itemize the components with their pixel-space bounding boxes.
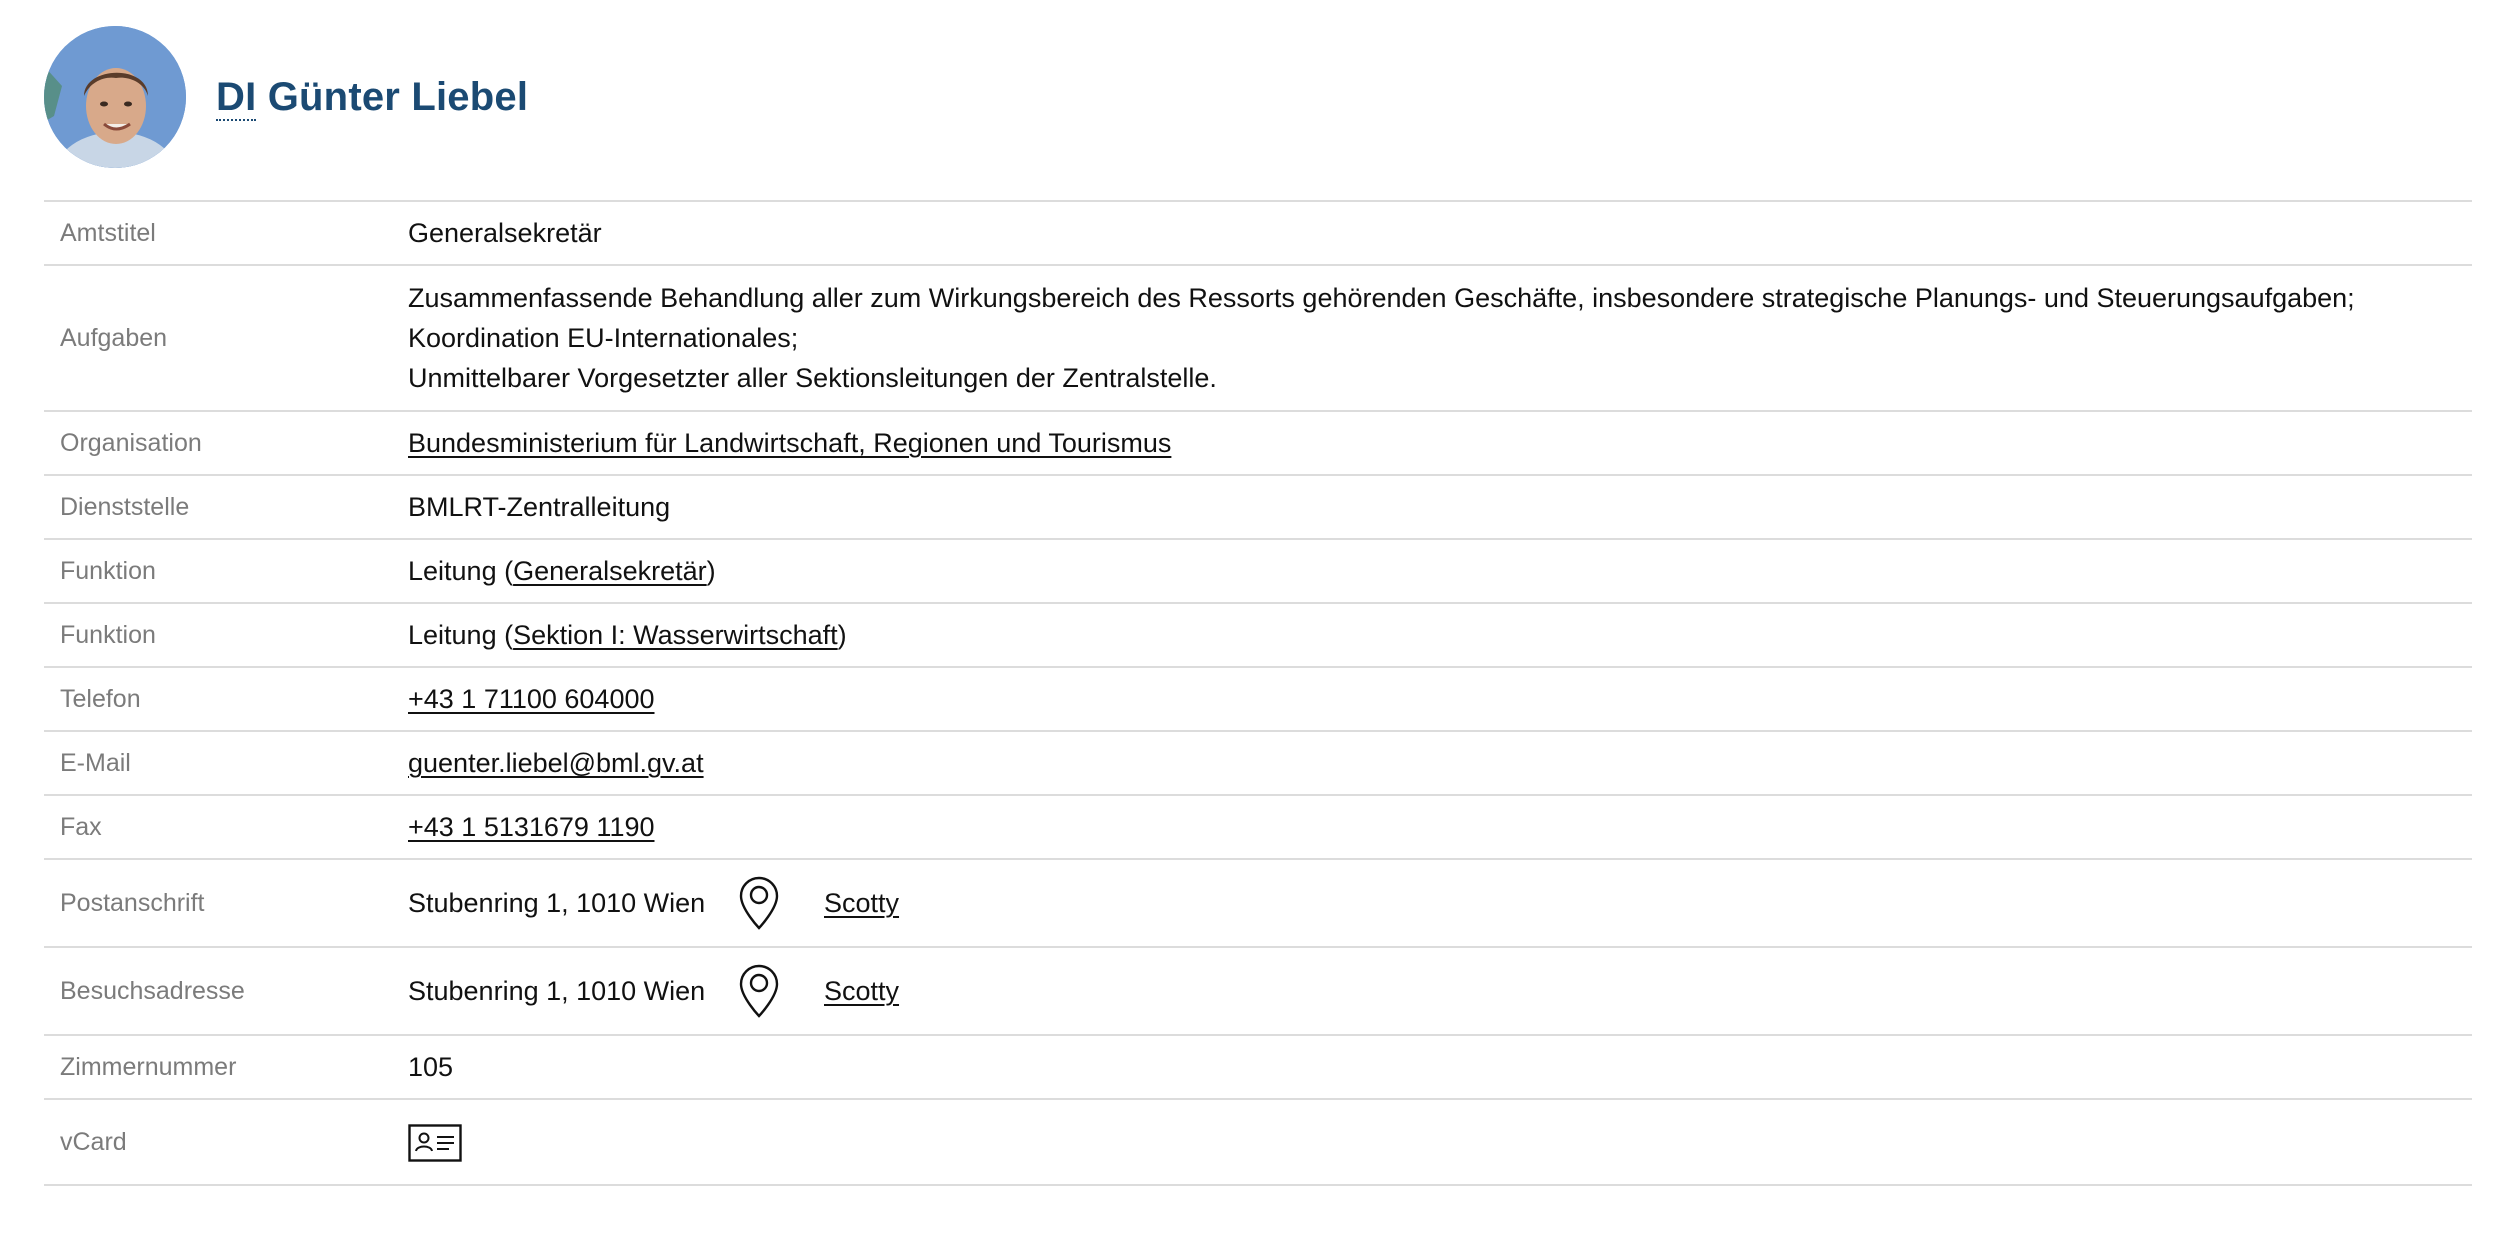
aufgaben-line: Zusammenfassende Behandlung aller zum Wirkungsbereich des Ressorts gehörenden Geschäfte, insbesondere strategische Planungs- und Steuerungsaufgaben;	[408, 283, 2355, 313]
funktion-suffix: )	[837, 620, 847, 650]
label-amtstitel: Amtstitel	[60, 218, 156, 247]
postanschrift-scotty-link[interactable]: Scotty	[824, 888, 900, 918]
row-fax	[44, 795, 2472, 859]
funktion-suffix: )	[706, 556, 716, 586]
value-dienststelle: BMLRT-Zentralleitung	[408, 492, 671, 522]
avatar-photo	[44, 26, 186, 168]
label-funktion: Funktion	[60, 556, 156, 585]
row-dienststelle	[44, 475, 2472, 539]
row-zimmernummer	[44, 1035, 2472, 1099]
contact-details-table	[44, 200, 2472, 1186]
label-zimmernummer: Zimmernummer	[60, 1052, 237, 1081]
label-vcard: vCard	[60, 1127, 127, 1156]
funktion-generalsekretaer-link[interactable]: Generalsekretär	[513, 556, 707, 586]
row-funktion-2	[44, 603, 2472, 667]
row-email	[44, 731, 2472, 795]
label-telefon: Telefon	[60, 684, 141, 713]
label-funktion: Funktion	[60, 620, 156, 649]
label-fax: Fax	[60, 812, 102, 841]
row-telefon	[44, 667, 2472, 731]
organisation-link[interactable]: Bundesministerium für Landwirtschaft, Regionen und Tourismus	[408, 428, 1172, 458]
person-name	[216, 75, 528, 120]
funktion-prefix: Leitung (	[408, 620, 514, 650]
row-amtstitel	[44, 201, 2472, 265]
row-organisation	[44, 411, 2472, 475]
postanschrift-street: Stubenring 1, 1010 Wien	[408, 888, 706, 918]
label-aufgaben: Aufgaben	[60, 323, 168, 352]
person-fullname: Günter Liebel	[267, 74, 529, 119]
label-organisation: Organisation	[60, 428, 202, 457]
row-besuchsadresse	[44, 947, 2472, 1035]
row-aufgaben	[44, 265, 2472, 411]
aufgaben-line: Unmittelbarer Vorgesetzter aller Sektionsleitungen der Zentralstelle.	[408, 363, 1217, 393]
aufgaben-line: Koordination EU-Internationales;	[408, 323, 799, 353]
map-pin-icon	[738, 963, 780, 1019]
label-email: E-Mail	[60, 748, 131, 777]
vcard-download-link[interactable]	[408, 1127, 462, 1157]
map-pin-icon	[738, 875, 780, 931]
row-funktion-1	[44, 539, 2472, 603]
academic-title: DI	[216, 74, 257, 119]
funktion-sektion-link[interactable]: Sektion I: Wasserwirtschaft	[513, 620, 838, 650]
label-dienststelle: Dienststelle	[60, 492, 190, 521]
postanschrift-address	[408, 875, 2472, 931]
value-amtstitel: Generalsekretär	[408, 218, 602, 248]
label-postanschrift: Postanschrift	[60, 888, 205, 917]
row-vcard	[44, 1099, 2472, 1185]
label-besuchsadresse: Besuchsadresse	[60, 976, 245, 1005]
avatar	[44, 26, 186, 168]
fax-link[interactable]: +43 1 5131679 1190	[408, 812, 655, 842]
besuchsadresse-street: Stubenring 1, 1010 Wien	[408, 976, 706, 1006]
besuchsadresse-scotty-link[interactable]: Scotty	[824, 976, 900, 1006]
funktion-prefix: Leitung (	[408, 556, 514, 586]
email-link[interactable]: guenter.liebel@bml.gv.at	[408, 748, 704, 778]
value-funktion	[408, 603, 2472, 667]
telefon-link[interactable]: +43 1 71100 604000	[408, 684, 655, 714]
besuchsadresse-address	[408, 963, 2472, 1019]
vcard-icon	[408, 1124, 462, 1162]
value-aufgaben	[408, 265, 2472, 411]
value-zimmernummer: 105	[408, 1052, 454, 1082]
person-header	[44, 26, 528, 168]
row-postanschrift	[44, 859, 2472, 947]
value-funktion	[408, 539, 2472, 603]
